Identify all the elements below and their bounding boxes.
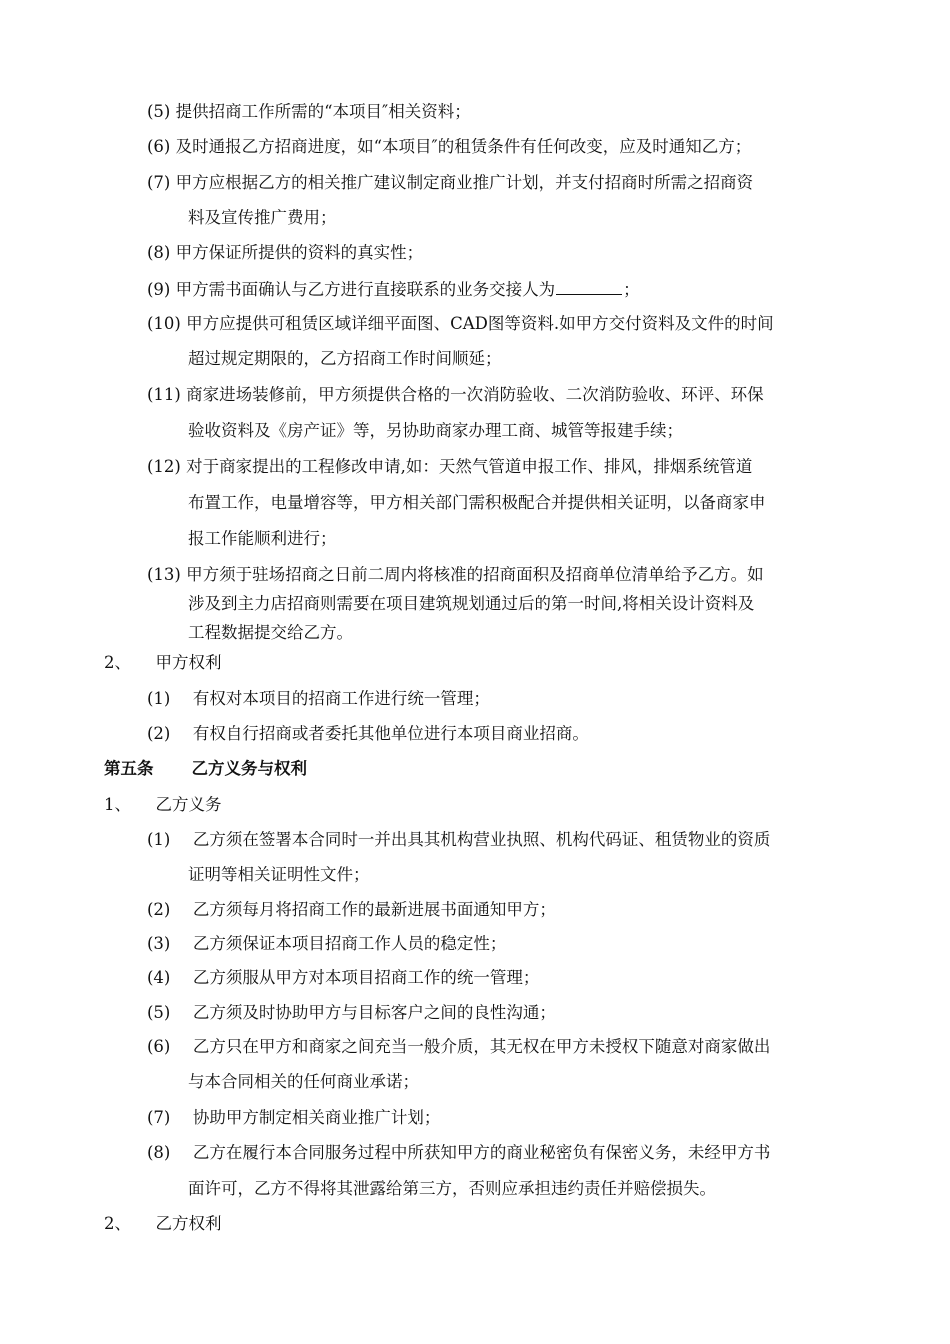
item-continuation: 与本合同相关的任何商业承诺； [188, 1072, 419, 1091]
list-item [147, 101, 471, 123]
item-number: (4) [147, 968, 171, 987]
item-number: (6) [147, 1037, 171, 1056]
item-text: 有权对本项目的招商工作进行统一管理； [192, 689, 490, 708]
item-text: 甲方需书面确认与乙方进行直接联系的业务交接人为 [175, 280, 556, 299]
item-text: 乙方须服从甲方对本项目招商工作的统一管理； [192, 968, 540, 987]
item-text-end: ； [623, 280, 640, 299]
list-item [147, 1142, 770, 1164]
list-item [147, 723, 589, 745]
item-continuation: 工程数据提交给乙方。 [188, 623, 353, 642]
item-number: (1) [147, 689, 171, 708]
item-number: (13) [147, 565, 181, 584]
list-item [147, 313, 774, 335]
list-item [147, 1036, 770, 1058]
item-number: (9) [147, 280, 171, 299]
list-item [147, 242, 423, 264]
item-text: 协助甲方制定相关商业推广计划； [192, 1108, 441, 1127]
list-item [147, 564, 764, 586]
item-number: (7) [147, 1108, 171, 1127]
article-heading [104, 758, 307, 780]
item-continuation: 验收资料及《房产证》等，另协助商家办理工商、城管等报建手续； [188, 421, 683, 440]
list-item [147, 933, 506, 955]
item-number: (6) [147, 137, 171, 156]
item-continuation: 证明等相关证明性文件； [188, 865, 370, 884]
item-continuation: 超过规定期限的，乙方招商工作时间顺延； [188, 349, 502, 368]
item-continuation: 布置工作，电量增容等，甲方相关部门需积极配合并提供相关证明，以备商家申 [188, 493, 766, 512]
item-text: 甲方应提供可租赁区域详细平面图、CAD图等资料.如甲方交付资料及文件的时间 [186, 314, 774, 333]
list-item [147, 172, 861, 194]
section-number: 2、 [104, 653, 131, 672]
item-text: 乙方须在签署本合同时一并出具其机构营业执照、机构代码证、租赁物业的资质 [192, 830, 771, 849]
list-item [147, 384, 764, 406]
item-text: 乙方在履行本合同服务过程中所获知甲方的商业秘密负有保密义务，未经甲方书 [192, 1143, 771, 1162]
section-title: 乙方义务 [155, 795, 222, 814]
list-item [147, 899, 556, 921]
item-number: (5) [147, 1003, 171, 1022]
section-title: 甲方权利 [155, 653, 222, 672]
item-text: 乙方只在甲方和商家之间充当一般介质，其无权在甲方未授权下随意对商家做出 [192, 1037, 771, 1056]
item-text: 甲方保证所提供的资料的真实性； [175, 243, 424, 262]
item-text: 有权自行招商或者委托其他单位进行本项目商业招商。 [192, 724, 589, 743]
list-item [147, 278, 640, 301]
item-number: (2) [147, 724, 171, 743]
article-title: 乙方义务与权利 [191, 759, 307, 778]
item-continuation: 料及宣传推广费用； [188, 208, 337, 227]
section-title: 乙方权利 [155, 1214, 222, 1233]
item-continuation: 报工作能顺利进行； [188, 529, 337, 548]
item-number: (7) [147, 173, 171, 192]
blank-fill-line [556, 278, 622, 295]
section-heading [104, 794, 222, 816]
item-number: (5) [147, 102, 171, 121]
section-heading [104, 652, 222, 674]
item-number: (8) [147, 1143, 171, 1162]
section-number: 2、 [104, 1214, 131, 1233]
section-heading [104, 1213, 222, 1235]
item-text: 乙方须及时协助甲方与目标客户之间的良性沟通； [192, 1003, 556, 1022]
item-text: 及时通报乙方招商进度，如“本项目″的租赁条件有任何改变，应及时通知乙方； [175, 137, 752, 156]
item-number: (12) [147, 457, 181, 476]
item-text: 甲方须于驻场招商之日前二周内将核准的招商面积及招商单位清单给予乙方。如 [186, 565, 764, 584]
item-number: (10) [147, 314, 181, 333]
list-item [147, 829, 770, 851]
section-number: 1、 [104, 795, 131, 814]
item-number: (3) [147, 934, 171, 953]
list-item [147, 1002, 556, 1024]
item-text: 对于商家提出的工程修改申请,如：天然气管道申报工作、排风，排烟系统管道 [186, 457, 753, 476]
item-text: 乙方须每月将招商工作的最新进展书面通知甲方； [192, 900, 556, 919]
item-continuation: 面许可，乙方不得将其泄露给第三方，否则应承担违约责任并赔偿损失。 [188, 1179, 716, 1198]
item-text: 甲方应根据乙方的相关推广建议制定商业推广计划，并支付招商时所需之招商资 [175, 173, 754, 192]
article-label: 第五条 [104, 759, 154, 778]
item-text: 乙方须保证本项目招商工作人员的稳定性； [192, 934, 507, 953]
list-item [147, 688, 490, 710]
item-number: (8) [147, 243, 171, 262]
item-number: (1) [147, 830, 171, 849]
item-text: 商家进场装修前，甲方须提供合格的一次消防验收、二次消防验收、环评、环保 [186, 385, 764, 404]
list-item [147, 967, 539, 989]
item-continuation: 涉及到主力店招商则需要在项目建筑规划通过后的第一时间,将相关设计资料及 [188, 594, 755, 613]
list-item [147, 136, 751, 158]
item-number: (11) [147, 385, 181, 404]
item-text: 提供招商工作所需的“本项目″相关资料； [175, 102, 471, 121]
list-item [147, 1107, 440, 1129]
list-item [147, 456, 752, 478]
item-number: (2) [147, 900, 171, 919]
